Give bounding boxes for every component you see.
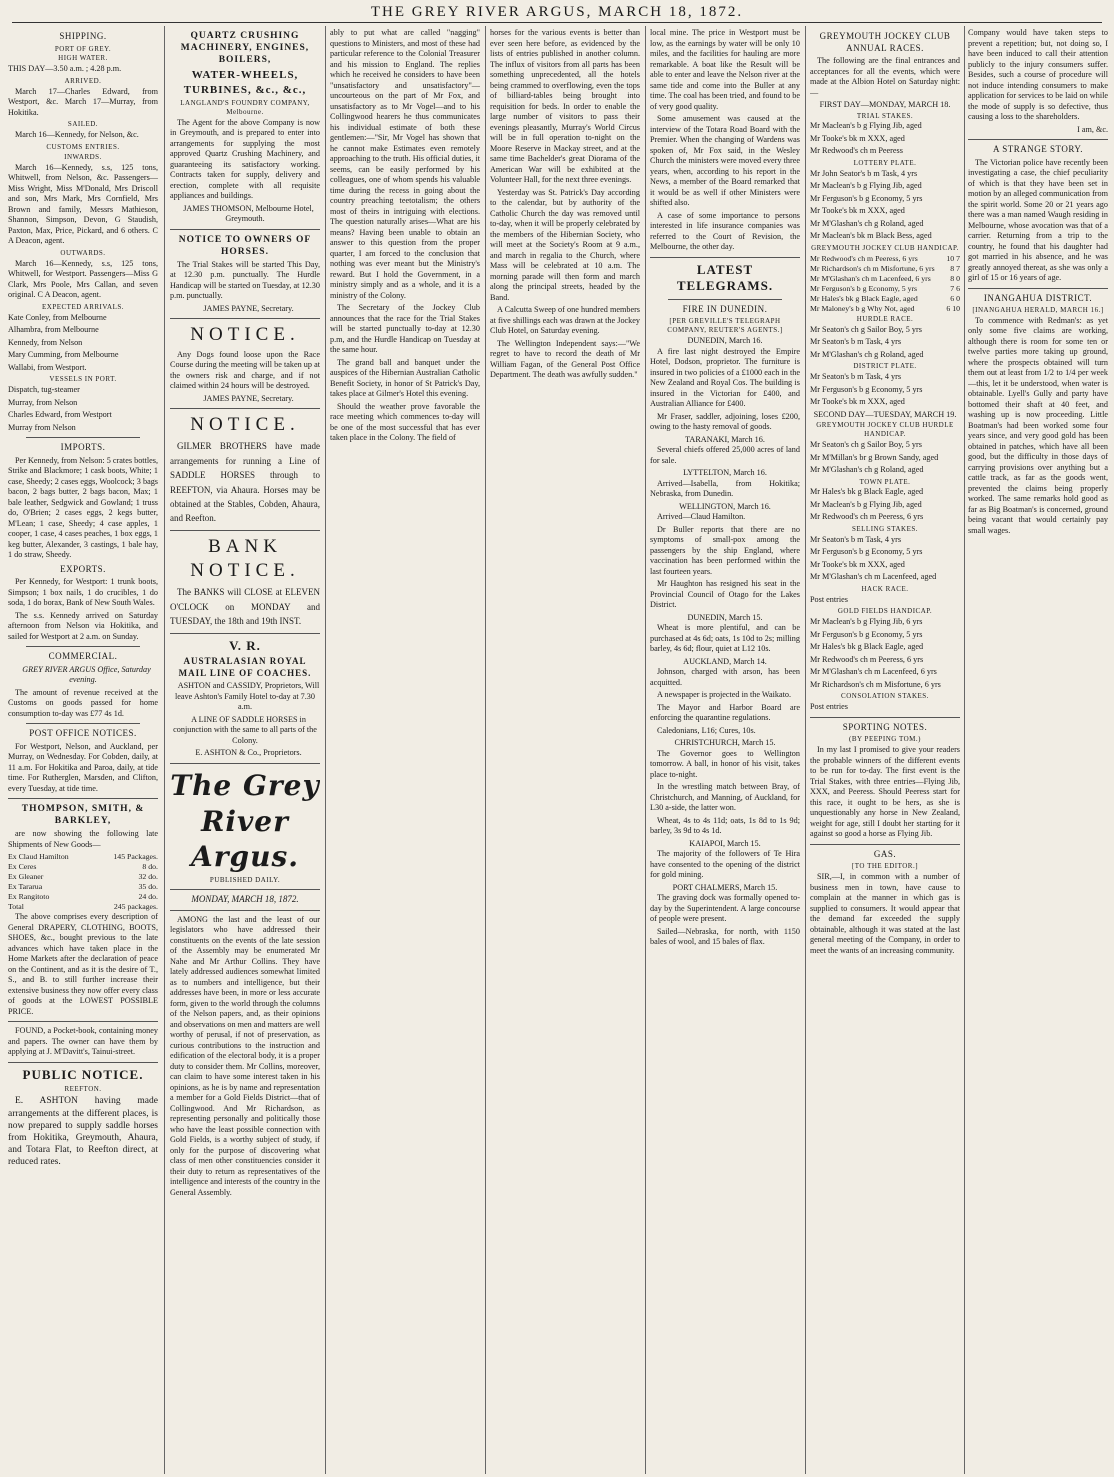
table-row xyxy=(8,862,158,872)
sporting-byline: (BY PEEPING TOM.) xyxy=(849,735,921,744)
inangahua-text: To commence with Redman's: as yet only some five claims are working, although there is room for some ten or twelve parties more taking up ground, where the prospects obtained will turn them out at least from 1/2 to 1/4 per week—this, let it be understood, when water is obtainable. Lyell's Gully and party have bottomed their shaft at 40 feet, and washing up is now proceeding. Little Boatman's had been worked some four years since, and very good gold has been obtained in patches, which have all been good, but the difficulty in those days of carrying provisions over anything but a cattle track, as far as the goods went, prevented the claims being properly worked. The same remarks hold good as far as Big Boatman's is concerned, ground being vacant that would certainly pay small wages. xyxy=(968,315,1108,535)
ship-pkgs: 8 do. xyxy=(142,862,158,872)
vr-heading: V. R. xyxy=(229,637,261,653)
ship-name: Ex Ceres xyxy=(8,862,37,872)
strange-story-text: The Victorian police have recently been investigating a case, the chief peculiarity of which is that they have been set in motion by an alleged communication from the spirit world. Some 20 or 21 years ago there was a man named Waugh residing in Melbourne, whose avocation was that of a carrier. Returning from a trip to the country, he found that his daughter had got married in his absence, and he was greatly annoyed thereat, as she was only a girl of 15 or 16 years of age. xyxy=(968,157,1108,283)
race-entry: Mr Redwood's ch m Peeress xyxy=(810,146,903,156)
expected-label: EXPECTED ARRIVALS. xyxy=(42,302,124,311)
race-entry: Mr M'Glashan's ch g Roland, aged xyxy=(810,218,924,228)
dateline-dunedin: DUNEDIN, March 16. xyxy=(687,336,763,346)
strange-story-heading: A STRANGE STORY. xyxy=(993,144,1083,154)
bank-notice-text: The BANKS will CLOSE at ELEVEN O'CLOCK on MONDAY and TUESDAY, the 18th and 19th INST. xyxy=(170,587,320,627)
dateline-taranaki: TARANAKI, March 16. xyxy=(685,434,765,444)
table-row xyxy=(810,284,960,294)
inangahua-source: [INANGAHUA HERALD, MARCH 16.] xyxy=(972,306,1104,315)
hack-race-heading: HACK RACE. xyxy=(861,584,909,593)
selling-stakes-heading: SELLING STAKES. xyxy=(851,524,919,533)
race-entry: Mr Maclean's b g Flying Jib, 6 yrs xyxy=(810,617,923,627)
inangahua-heading: INANGAHUA DISTRICT. xyxy=(983,292,1093,303)
sailed-label: SAILED. xyxy=(67,120,99,129)
race-entry: Mr Tooke's bk m XXX, aged xyxy=(810,206,905,216)
local-news-text: horses for the various events is better than ever seen here before, as evidenced by the lists of entries published in another column. The influx of visitors from all parts has been something unprecedented, all the hotels being crammed to overflowing, even the tops of billiard-tables being brought into requisition for beds. In order to enable the large number of visitors to pass their evenings pleasantly, Murray's World Circus will be in full operation to-night on the Moore Reserve in Mackay street, and at the same time Bachelder's great Diorama of the American War will be exhibited at the Volunteer Hall, for the next three evenings. xyxy=(490,28,640,184)
owners-notice-head: NOTICE TO OWNERS OF HORSES. xyxy=(178,234,312,257)
expected-item: Kennedy, from Nelson xyxy=(8,337,83,347)
ship-pkgs: 32 do. xyxy=(138,872,158,882)
divider xyxy=(810,717,960,718)
ball-note: The grand ball and banquet under the auspices of the Hibernian Australian Catholic Benefit Society, in honor of St Patrick's Day, takes place at Gilmer's Hotel this evening. xyxy=(330,357,480,398)
ship-name: Ex Gleaner xyxy=(8,872,44,882)
dunedin-markets-text: Wheat is more plentiful, and can be purchased at 4s 6d; oats, 1s 10d to 2s; milling barley, 4s 6d; flour, quiet at L12 10s. xyxy=(650,623,800,654)
dateline-dunedin-2: DUNEDIN, March 15. xyxy=(687,612,763,622)
ship-pkgs: 35 do. xyxy=(138,882,158,892)
public-notice-heading: PUBLIC NOTICE. xyxy=(22,1066,144,1082)
first-day-heading: FIRST DAY—MONDAY, MARCH 18. xyxy=(819,100,951,110)
mail-coach-text: ASHTON and CASSIDY, Proprietors, Will leave Ashton's Family Hotel to-day at 7.30 a.m. xyxy=(175,681,320,712)
race-entry: Mr Ferguson's b g Economy, 5 yrs xyxy=(810,629,923,639)
column-3-leader-continued xyxy=(330,28,480,1473)
masthead-title: THE GREY RIVER ARGUS, MARCH 18, 1872. xyxy=(370,4,744,20)
column-2-advertisements xyxy=(170,28,320,1473)
race-entry: Mr Seaton's ch g Sailor Boy, 5 yrs xyxy=(810,440,922,450)
notice-heading: NOTICE. xyxy=(190,414,300,436)
divider xyxy=(170,910,320,911)
bank-notice-heading: BANK NOTICE. xyxy=(190,535,300,582)
race-entry: Mr Redwood's ch m Peeress, 6 yrs xyxy=(810,654,924,664)
dateline-wellington: WELLINGTON, March 16. xyxy=(679,501,771,511)
thompson-ad-intro: are now showing the following late Shipments of New Goods— xyxy=(8,829,158,849)
insurance-note: A case of some importance to persons interested in life insurance companies was referred to the Court of Revision, the Melbourne, the other day. xyxy=(650,210,800,251)
vessels-label: VESSELS IN PORT. xyxy=(49,375,117,384)
thompson-ad-head: THOMPSON, SMITH, & BARKLEY, xyxy=(21,804,145,827)
arrived-label: ARRIVED. xyxy=(64,76,102,85)
gas-heading: GAS. xyxy=(873,848,897,859)
arrived-text: March 17—Charles Edward, from Westport, &c. March 17—Murray, from Hokitika. xyxy=(8,86,158,117)
horse: Mr Ferguson's b g Economy, 5 yrs xyxy=(810,283,918,293)
second-day-heading: SECOND DAY—TUESDAY, MARCH 19. xyxy=(813,409,957,419)
vessel-item: Murray from Nelson xyxy=(8,422,76,432)
weight: 7 6 xyxy=(950,283,960,293)
high-water-times: THIS DAY—3.50 a.m. ; 4.28 p.m. xyxy=(8,64,122,74)
shipments-table xyxy=(8,852,158,912)
column-4-local-news xyxy=(490,28,640,1473)
foundry-address: JAMES THOMSON, Melbourne Hotel, Greymouth. xyxy=(183,203,314,224)
table-row xyxy=(810,254,960,264)
horse: Mr Richardson's ch m Misfortune, 6 yrs xyxy=(810,263,935,273)
gas-to-editor: [TO THE EDITOR.] xyxy=(851,862,919,871)
table-row xyxy=(8,892,158,902)
table-row xyxy=(8,902,158,912)
gas-letter-continued: Company would have taken steps to prevent a repetition; but, not doing so, I have been induced to call their attention publicly to the injury consumers suffer. Besides, such a course of procedure will not induce intending consumers to make application for services to be laid on while the mode of supply is so defective, thus causing a loss to the shareholders. xyxy=(968,28,1108,121)
ship-pkgs: 145 Packages. xyxy=(113,852,158,862)
taranaki-text: Several chiefs offered 25,000 acres of land for sale. xyxy=(650,445,800,465)
column-5-telegrams xyxy=(650,28,800,1473)
outwards-text: March 16—Kennedy, s.s, 125 tons, Whitwell, for Westport. Passengers—Miss G Clark, Mrs Poole, Mrs Callan, and seven original. C A Deacon, agent. xyxy=(8,258,158,300)
published-daily: PUBLISHED DAILY. xyxy=(209,876,281,885)
race-entry: Mr John Seator's b m Task, 4 yrs xyxy=(810,168,918,178)
commercial-text: The amount of revenue received at the Customs on goods passed for home consumption to-day was £77 4s 1d. xyxy=(8,687,158,718)
hurdle-heading: HURDLE RACE. xyxy=(856,314,914,323)
table-row xyxy=(8,882,158,892)
post-office-heading: POST OFFICE NOTICES. xyxy=(29,728,137,739)
race-entry: Mr M'Millan's br g Brown Sandy, aged xyxy=(810,452,939,462)
race-entry: Mr Hales's bk g Black Eagle, aged xyxy=(810,642,924,652)
divider xyxy=(668,299,782,300)
wellington-independent-note: The Wellington Independent says:—"We regret to have to record the death of Mr William Fagan, of the General Post Office Department. The death was awfully sudden." xyxy=(490,338,640,379)
mayor-text: The Mayor and Harbor Board are enforcing the quarantine regulations. xyxy=(650,702,800,723)
commercial-office: GREY RIVER ARGUS Office, Saturday evening. xyxy=(22,664,151,685)
horse: Mr Redwood's ch m Peeress, 6 yrs xyxy=(810,253,918,263)
dogs-notice-text: Any Dogs found loose upon the Race Course during the meeting will be taken up at the owners risk and charge, and if not claimed within 24 hours will be destroyed. xyxy=(170,349,320,391)
column-divider xyxy=(964,26,965,1474)
column-divider xyxy=(164,26,165,1474)
sporting-notes-heading: SPORTING NOTES. xyxy=(842,721,928,732)
column-divider xyxy=(325,26,326,1474)
weight: 8 0 xyxy=(950,273,960,283)
race-entry: Mr Seaton's b m Task, 4 yrs xyxy=(810,534,902,544)
vessel-item: Dispatch, tug-steamer xyxy=(8,385,80,395)
foundry-name: LANGLAND'S FOUNDRY COMPANY, Melbourne. xyxy=(180,98,310,116)
markets-text: Caledonians, L16; Cures, 10s. xyxy=(657,725,756,735)
governor-text: The Governor goes to Wellington tomorrow. A ball, in honor of his visit, takes place to-night. xyxy=(650,748,800,779)
race-entry: Mr M'Glashan's ch g Roland, aged xyxy=(810,465,924,475)
leader-article: AMONG the last and the least of our legislators who have addressed their constituents on the events of the late session of the Assembly may be enumerated Mr Nahe and Mr Arthur Collins. They have lately addressed audiences somewhat limited as to numbers and intelligence, but their addresses have been, in more or less accurate form, given to the world through the columns of the Nelson papers, and, as their opinions and observations on men and matters are well worthy of perusal, if not of preservation, as curious contributions to the instruction and edification of the electoral body, it is a proper duty to consider them. Mr Collins, moreover, can claim to have some interest taken in his opinions, as he is by name and representation a member for a Gold Fields District—that of Collingwood. And Mr Richardson, as representing personally and politically those who have the least possible connection with Gold Fields, is a worthy subject of study, if only for the purpose of discovering what class of men other constituencies consider it their duty to return as representatives of the intelligence and interests of the country in the General Assembly. xyxy=(170,914,320,1197)
inwards-text: March 16—Kennedy, s.s, 125 tons, Whitwell, from Nelson, &c. Passengers—Miss Wright, Miss M'Donald, Mrs Driscoll and son, Mrs Mark, Mrs Cornfield, Mrs Brown and family, Messrs Mathieson, Shannon, Simpson, Devon, G Staudish, Paxton, Max, Price, Pickard, and 6 others. C A Deacon, agent. xyxy=(8,162,158,246)
port-heading: PORT OF GREY. xyxy=(54,44,112,53)
race-entry: Mr M'Glashan's ch m Lacenfeed, 6 yrs xyxy=(810,667,937,677)
ship-pkgs: 245 packages. xyxy=(113,902,158,912)
weight: 10 7 xyxy=(946,253,960,263)
divider xyxy=(26,723,140,724)
found-notice: FOUND, a Pocket-book, containing money and papers. The owner can have them by applying at J. M'Davitt's, Tainui-street. xyxy=(8,1026,158,1057)
consolation-heading: CONSOLATION STAKES. xyxy=(841,692,929,701)
table-row xyxy=(810,274,960,284)
auckland-text: Johnson, charged with arson, has been acquitted. xyxy=(650,667,800,687)
dogs-notice-sign: JAMES PAYNE, Secretary. xyxy=(203,393,294,403)
divider xyxy=(650,257,800,258)
table-row xyxy=(810,264,960,274)
races-heading: GREYMOUTH JOCKEY CLUB ANNUAL RACES. xyxy=(819,31,951,53)
lottery-plate-heading: LOTTERY PLATE. xyxy=(853,158,917,167)
divider xyxy=(170,889,320,890)
masthead-rule xyxy=(12,22,1102,23)
expected-item: Kate Conley, from Melbourne xyxy=(8,312,107,322)
column-divider xyxy=(485,26,486,1474)
sailed-text: March 16—Kennedy, for Nelson, &c. xyxy=(15,130,139,140)
races-intro: The following are the final entrances and acceptances for all the events, which were made at the Albion Hotel on Saturday night:— xyxy=(810,56,960,97)
race-entry: Mr Hales's bk g Black Eagle, aged xyxy=(810,487,924,497)
gas-letter-text: SIR,—I, in common with a number of business men in town, have cause to complain at the manner in which gas is supplied to consumers. It would appear that the demand far exceeded the supply obtainable, although it was stated at the last general meeting of the Company, in order to meet the wants of an increasing community. xyxy=(810,872,960,955)
dunedin-fire-text: A fire last night destroyed the Empire Hotel, Dodson, proprietor. The furniture is insured in two policies of a £1000 each in the New Zealand and Royal Cos. The building is insured in the Victorian for £400, and Australian Alliance for £400. xyxy=(650,346,800,409)
race-entry: Mr Maclean's bk m Black Bess, aged xyxy=(810,231,932,241)
leader-continued-text: ably to put what are called "nagging" questions to Ministers, and most of these had particular reference to the Colonial Treasurer and his mission to England. The replies which he received he considers to have been "unsatisfactory and unsatisfactory"—uncourteous on the part of Mr Fox, and unsatisfactory as to Mr Vogel—and to his Collingwood hearers he thus communicates his individual estimate of both these gentlemen:—"Sir, Mr Vogel has shown that he cannot make Estimates even remotely approaching to the truth. His official duties, it seems, can be easily performed by his colleagues, one of whom spends his valuable time during the recess in going about the country preaching teetotalism; the others most of theirs in intriguing with elections. The question naturally arises—What are his means? Having been unable to obtain an answer to this question from the proper quarter, I am forced to the conclusion that nothing was ever meant but the Ministry's reward. But I hold the Government, in a ministry simply and as a whole, and it is a ministry of the Colony. xyxy=(330,28,480,300)
ship-name: Total xyxy=(8,902,24,912)
shipping-note: The s.s. Kennedy arrived on Saturday afternoon from Nelson via Hokitika, and sailed for Westport at 2 a.m. on Sunday. xyxy=(8,610,158,641)
race-entry: Mr Tooke's bk m XXX, aged xyxy=(810,397,905,407)
weight: 8 7 xyxy=(950,263,960,273)
race-entry: Mr Maclean's b g Flying Jib, aged xyxy=(810,499,922,509)
column-6-races xyxy=(810,28,960,1473)
inwards-label: INWARDS. xyxy=(64,152,102,161)
mail-coach-sign: E. ASHTON & Co., Proprietors. xyxy=(195,748,302,758)
latest-telegrams-heading: LATEST TELEGRAMS. xyxy=(676,261,774,294)
gold-fields-heading: GOLD FIELDS HANDICAP. xyxy=(837,607,933,616)
race-entry: Mr Tooke's bk m XXX, aged xyxy=(810,559,905,569)
horse: Mr Maloney's b g Why Not, aged xyxy=(810,303,915,313)
table-row xyxy=(810,304,960,314)
horse: Mr Hales's bk g Black Eagle, aged xyxy=(810,293,918,303)
ship-pkgs: 24 do. xyxy=(138,892,158,902)
exports-text: Per Kennedy, for Westport: 1 trunk boots, Simpson; 1 box nails, 1 do crucibles, 1 do soda, 1 do borax, Bank of New South Wales. xyxy=(8,577,158,608)
table-row xyxy=(8,872,158,882)
outwards-label: OUTWARDS. xyxy=(60,248,106,257)
expected-item: Wallabi, from Westport. xyxy=(8,362,87,372)
divider xyxy=(170,633,320,634)
calcutta-sweep-note: A Calcutta Sweep of one hundred members at five shillings each was drawn at the Jockey Club Hotel, on Saturday evening. xyxy=(490,305,640,335)
wheat-text: Wheat, 4s to 4s 11d; oats, 1s 8d to 1s 9d; barley, 3s 9d to 4s 1d. xyxy=(650,815,800,836)
fire-heading: FIRE IN DUNEDIN. xyxy=(682,303,768,314)
race-entry: Mr Seaton's b m Task, 4 yrs xyxy=(810,337,902,347)
race-entry: Mr Redwood's ch m Peeress, 6 yrs xyxy=(810,512,924,522)
owners-notice-text: The Trial Stakes will be started This Day, at 12.30 p.m. punctually. The Hurdle Handicap will be started on Tuesday, at 12.30 p.m. punctually. xyxy=(170,259,320,301)
divider xyxy=(810,844,960,845)
sporting-notes-text: In my last I promised to give your readers the probable winners of the different events to be run for to-day. The first event is the Trial Stakes, with three entries—Flying Jib, XXX, and Peeress. Should Peeress start for this race, it ought to be hers, as she is unquestionably any horse in New Zealand, weight for age, still I doubt her starting for it against so good a horse as Flying Jib. xyxy=(810,745,960,839)
dateline-port-chalmers: PORT CHALMERS, March 15. xyxy=(672,882,778,892)
jockey-club-secretary-note: The Secretary of the Jockey Club announces that the race for the Trial Stakes will be started punctually to-day at 12.30 p.m, and the Hurdle Handicap on Tuesday at the same hour. xyxy=(330,303,480,354)
race-entry: Mr Ferguson's b g Economy, 5 yrs xyxy=(810,193,923,203)
expected-item: Mary Cumming, from Melbourne xyxy=(8,350,119,360)
post-entries: Post entries xyxy=(810,594,848,604)
vessel-item: Charles Edward, from Westport xyxy=(8,410,112,420)
divider xyxy=(170,530,320,531)
column-divider xyxy=(645,26,646,1474)
race-entry: Mr Tooke's bk m XXX, aged xyxy=(810,133,905,143)
weight: 6 10 xyxy=(946,303,960,313)
ship-name: Ex Claud Hamilton xyxy=(8,852,69,862)
high-water-label: HIGH WATER. xyxy=(58,54,108,63)
district-plate-heading: DISTRICT PLATE. xyxy=(853,362,917,371)
divider xyxy=(8,798,158,799)
divider xyxy=(170,318,320,319)
newspaper-text: A newspaper is projected in the Waikato. xyxy=(657,690,792,700)
race-entry: Mr M'Glashan's ch g Roland, aged xyxy=(810,349,924,359)
divider xyxy=(968,288,1108,289)
lyttelton-text: Arrived—Isabella, from Hokitika; Nebraska, from Dunedin. xyxy=(650,478,800,499)
dateline-kaiapoi: KAIAPOI, March 15. xyxy=(689,838,761,848)
customs-heading: CUSTOMS ENTRIES. xyxy=(46,142,120,151)
table-row xyxy=(8,852,158,862)
horse: Mr M'Glashan's ch m Lacenfeed, 6 yrs xyxy=(810,273,931,283)
hurdle-handicap-heading: GREYMOUTH JOCKEY CLUB HURDLE HANDICAP. xyxy=(816,421,954,439)
table-row xyxy=(810,294,960,304)
race-entry: Mr M'Glashan's ch m Lacenfeed, aged xyxy=(810,572,937,582)
mail-coach-head: AUSTRALASIAN ROYAL MAIL LINE OF COACHES. xyxy=(178,656,312,678)
ship-name: Ex Tararua xyxy=(8,882,43,892)
divider xyxy=(26,437,140,438)
buller-text: Dr Buller reports that there are no symptoms of small-pox among the passengers by the ship England, where vaccination has been performed within the last fourteen years. xyxy=(650,524,800,576)
exports-heading: EXPORTS. xyxy=(60,563,106,574)
dateline: MONDAY, MARCH 18, 1872. xyxy=(191,894,299,905)
owners-notice-sign: JAMES PAYNE, Secretary. xyxy=(203,303,294,313)
dateline-auckland: AUCKLAND, March 14. xyxy=(683,656,767,666)
divider xyxy=(8,1021,158,1022)
divider xyxy=(170,408,320,409)
sailed-nebraska-text: Sailed—Nebraska, for north, with 1150 bales of wool, and 15 bales of flax. xyxy=(650,926,800,947)
post-office-text: For Westport, Nelson, and Auckland, per Murray, on Wednesday. For Cobden, daily, at 11 a.m. For Hokitika and Paroa, daily, at tide time. For Rutherglen, Marsden, and Clifton, every Tuesday, at tide time. xyxy=(8,741,158,793)
column-divider xyxy=(805,26,806,1474)
expected-item: Alhambra, from Melbourne xyxy=(8,325,99,335)
shipping-heading: SHIPPING. xyxy=(59,31,107,41)
divider xyxy=(26,646,140,647)
telegraph-agency: [PER GREVILLE'S TELEGRAPH COMPANY, REUTER'S AGENTS.] xyxy=(667,317,783,335)
commercial-heading: COMMERCIAL. xyxy=(48,651,118,662)
port-chalmers-text: The graving dock was formally opened to-day by the Superintendent. A large concourse of people were present. xyxy=(650,893,800,924)
race-entry: Mr Ferguson's b g Economy, 5 yrs xyxy=(810,547,923,557)
divider xyxy=(170,229,320,230)
divider xyxy=(968,139,1108,140)
handicap-table xyxy=(810,254,960,314)
kaiapoi-text: The majority of the followers of Te Hira have consented to the opening of the district for gold mining. xyxy=(650,849,800,880)
weight: 6 0 xyxy=(950,293,960,303)
handicap-heading: GREYMOUTH JOCKEY CLUB HANDICAP. xyxy=(811,243,959,252)
notice-heading: NOTICE. xyxy=(190,324,300,346)
fraser-text: Mr Fraser, saddler, adjoining, loses £200, owing to the hasty removal of goods. xyxy=(650,411,800,432)
race-entry: Mr Maclean's b g Flying Jib, aged xyxy=(810,181,922,191)
haughton-text: Mr Haughton has resigned his seat in the Provincial Council of Otago for the Lakes District. xyxy=(650,579,800,610)
race-entry: Mr Seaton's b m Task, 4 yrs xyxy=(810,372,902,382)
public-notice-text: E. ASHTON having made arrangements at the different places, is now prepared to supply saddle horses from Hokitika, Greymouth, Ahaura, and Totara Flat, to Reefton direct, at reduced rates. xyxy=(8,1096,158,1168)
thompson-ad-body: The above comprises every description of General DRAPERY, CLOTHING, BOOTS, SHOES, &c., bought previous to the late advances which have taken place in the Home Markets after the declaration of peace on the Continent, and as it is the desire of T., S., and B. to still further increase their extensive business they now offer every class of goods at the LOWEST POSSIBLE PRICE. xyxy=(8,912,158,1016)
town-plate-heading: TOWN PLATE. xyxy=(859,477,911,486)
gilmer-notice-text: GILMER BROTHERS have made arrangements for running a Line of SADDLE HORSES through to REEFTON, via Ahaura. Horses may be obtained at the Stables, Cobden, Ahaura, and Reefton. xyxy=(170,441,320,524)
post-entries: Post entries xyxy=(810,702,848,712)
column-1-shipping xyxy=(8,28,158,1473)
imports-text: Per Kennedy, from Nelson: 5 crates bottles, Strike and Blackmore; 1 cask boots, White; 1 case, Sheedy; 2 cases eggs, Woolcock; 3 bags bacon, 2 bags butter, 2 bags bacon, Max; 1 bale leather, Sedgwick and Gowland; 1 truss do, O'Brien; 2 cases eggs, 2 kegs butter, M'Lean; 1 case, Sheedy; 4 case apples, 1 cooper, 1 case, 4 cases peaches, 1 box eggs, 1 keg butter, Alexander, 3 castings, 1 bale hay, 1 do straw, Sheedy. xyxy=(8,455,158,560)
reefton-heading: REEFTON. xyxy=(64,1085,102,1094)
race-entry: Mr Maclean's b g Flying Jib, aged xyxy=(810,121,922,131)
dateline-christchurch: CHRISTCHURCH, March 15. xyxy=(674,738,776,748)
mail-coach-text-2: A LINE OF SADDLE HORSES in conjunction with the same to all parts of the Colony. xyxy=(173,714,317,745)
divider xyxy=(8,1062,158,1063)
amusement-note: Some amusement was caused at the interview of the Totara Road Board with the Premier. When the changing of Wardens was spoken of, Mr Fox said, in the Wesley Church the ministers were moved every three years, when, according to his report in the News, a member of the Board remarked that it would be as well if other Ministers were shifted also. xyxy=(650,114,800,207)
trial-stakes-heading: TRIAL STAKES. xyxy=(856,111,914,120)
ship-name: Ex Rangitoto xyxy=(8,892,50,902)
race-entry: Mr Richardson's ch m Misfortune, 6 yrs xyxy=(810,679,941,689)
paper-title: The Grey River Argus. xyxy=(170,768,320,874)
gas-letter-sign: I am, &c. xyxy=(1077,124,1108,134)
race-entry: Mr Seaton's ch g Sailor Boy, 5 yrs xyxy=(810,324,922,334)
vessel-item: Murray, from Nelson xyxy=(8,397,78,407)
imports-heading: IMPORTS. xyxy=(60,442,106,453)
column-7-stories xyxy=(968,28,1108,1473)
foundry-text: The Agent for the above Company is now in Greymouth, and is prepared to enter into arrangements for supplying the most approved Quartz Crushing Machinery, and guaranteeing its satisfactory working. Contracts taken for supply, delivery and erection, complete with all requisite appliances and buildings. xyxy=(170,117,320,201)
race-entry: Mr Ferguson's b g Economy, 5 yrs xyxy=(810,384,923,394)
divider xyxy=(170,763,320,764)
st-patrick-note: Yesterday was St. Patrick's Day according to the calendar, but by authority of the Catholic Church the day was removed until to-day, when it will be properly celebrated by the members of the Hibernian Society, who will meet at the Society's Room at 9 a.m., and march in regalia to the Church, where Mass will be celebrated at 10 a.m. The morning parade will then form and march along the principal streets, headed by the Band. xyxy=(490,187,640,302)
local-mine-text: local mine. The price in Westport must be low, as the earnings by water will be only 10 miles, and the facilities for hauling are more remarkable. A boat like the Result will be able to enter and leave the Nelson river at the same tide and come into the Buller at any time. The coal has been tried, and found to be of very good quality. xyxy=(650,28,800,111)
quartz-ad-head: QUARTZ CRUSHING MACHINERY, ENGINES, BOILERS, xyxy=(180,31,310,66)
expected-list xyxy=(8,313,158,374)
dateline-lyttelton: LYTTELTON, March 16. xyxy=(683,468,767,478)
wellington-text: Arrived—Claud Hamilton. xyxy=(657,512,746,522)
waterwheels-head: WATER-WHEELS, TURBINES, &c., &c., xyxy=(183,69,307,96)
weather-note: Should the weather prove favorable the race meeting which commences to-day will be one of the most successful that has ever taken place in the Colony. The field of xyxy=(330,401,480,442)
wrestling-text: In the wrestling match between Bray, of Christchurch, and Manning, of Auckland, for L30 a-side, the latter won. xyxy=(650,782,800,813)
